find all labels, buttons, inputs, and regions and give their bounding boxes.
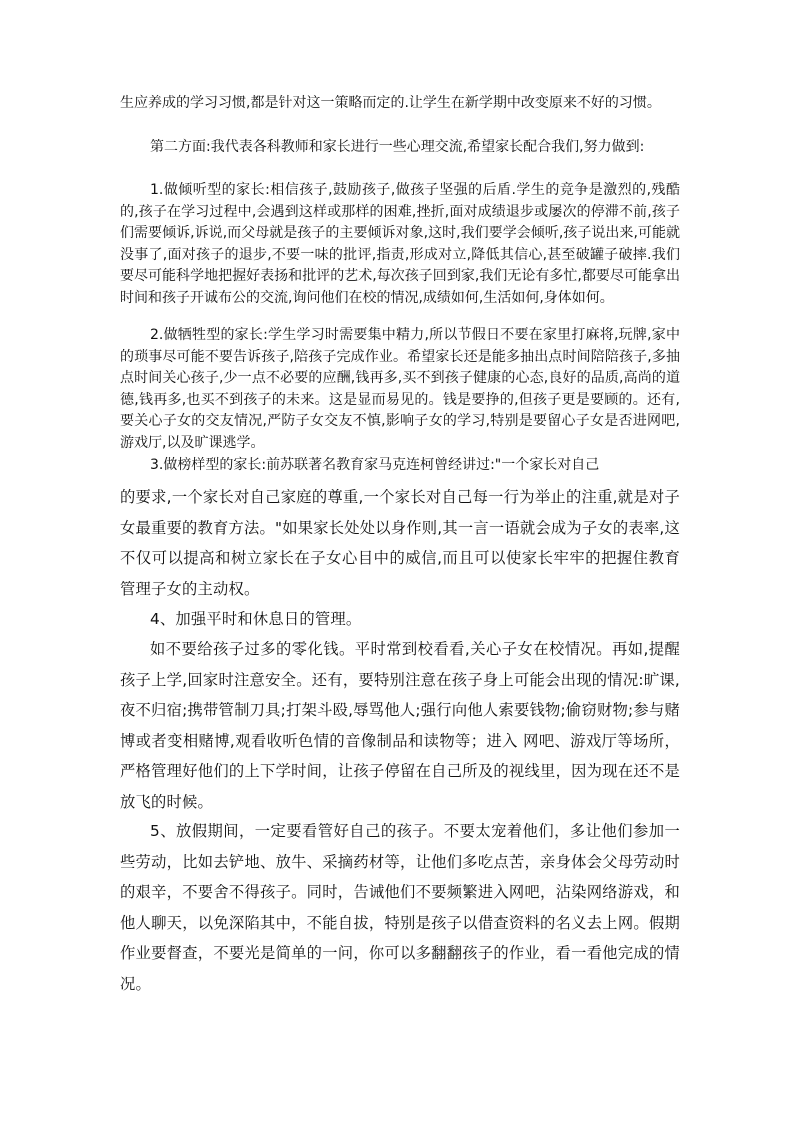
paragraph-5: 3.做榜样型的家长:前苏联著名教育家马克连柯曾经讲过:"一个家长对自己 (150, 457, 600, 473)
paragraph-7: 4、加强平时和休息日的管理。 (150, 610, 362, 628)
paragraph-8: 如不要给孩子过多的零化钱。平时常到校看看,关心子女在校情况。再如,提醒孩子上学,回家时注意安全。还有，要特别注意在孩子身上可能会出现的情况:旷课,夜不归宿;携带管制刀具;打架斗殴,辱骂他人;强行向他人索要钱物;偷窃财物;参与赌博或者变相赌博,观看收听色情的音像制品和读物等；进入 网吧、游戏厅等场所，严格管理好他们的上下学时间，让孩子停留在自己所及的视线里，因为现在还不是放飞的时候。 (120, 640, 680, 811)
paragraph-1: 生应养成的学习习惯,都是针对这一策略而定的.让学生在新学期中改变原来不好的习惯。 (120, 95, 661, 111)
paragraph-2: 第二方面:我代表各科教师和家长进行一些心理交流,希望家长配合我们,努力做到: (150, 139, 645, 155)
paragraph-4: 2.做牺牲型的家长:学生学习时需要集中精力,所以节假日不要在家里打麻将,玩牌,家中的琐事尽可能不要告诉孩子,陪孩子完成作业。希望家长还是能多抽出点时间陪陪孩子,多抽点时间关心孩子,少一点不必要的应酬,钱再多,买不到孩子健康的心态,良好的品质,高尚的道德,钱再多,也买不到孩子的未来。这是显而易见的。钱是要挣的,但孩子更是要顾的。还有,要关心子女的交友情况,严防子女交友不慎,影响子女的学习,特别是要留心子女是否进网吧,游戏厅,以及旷课逃学。 (120, 327, 680, 451)
paragraph-6: 的要求,一个家长对自己家庭的尊重,一个家长对自己每一行为举止的注重,就是对子女最重要的教育方法。"如果家长处处以身作则,其一言一语就会成为子女的表率,这不仅可以提高和树立家长在子女心目中的威信,而且可以使家长牢牢的把握住教育管理子女的主动权。 (120, 488, 680, 598)
paragraph-9: 5、放假期间，一定要看管好自己的孩子。不要太宠着他们，多让他们参加一些劳动，比如去铲地、放牛、采摘药材等，让他们多吃点苦，亲身体会父母劳动时的艰辛，不要舍不得孩子。同时，告诫他们不要频繁进入网吧，沾染网络游戏，和他人聊天，以免深陷其中，不能自拔，特别是孩子以借查资料的名义去上网。假期作业要督查，不要光是简单的一问，你可以多翻翻孩子的作业，看一看他完成的情况。 (120, 822, 680, 993)
paragraph-3: 1.做倾听型的家长:相信孩子,鼓励孩子,做孩子坚强的后盾.学生的竞争是激烈的,残酷的,孩子在学习过程中,会遇到这样或那样的困难,挫折,面对成绩退步或屡次的停滞不前,孩子们需要倾诉,诉说,而父母就是孩子的主要倾诉对象,这时,我们要学会倾听,孩子说出来,可能就没事了,面对孩子的退步,不要一味的批评,指责,形成对立,降低其信心,甚至破罐子破摔.我们要尽可能科学地把握好表扬和批评的艺术,每次孩子回到家,我们无论有多忙,都要尽可能拿出时间和孩子开诚布公的交流,询问他们在校的情况,成绩如何,生活如何,身体如何。 (120, 182, 680, 306)
